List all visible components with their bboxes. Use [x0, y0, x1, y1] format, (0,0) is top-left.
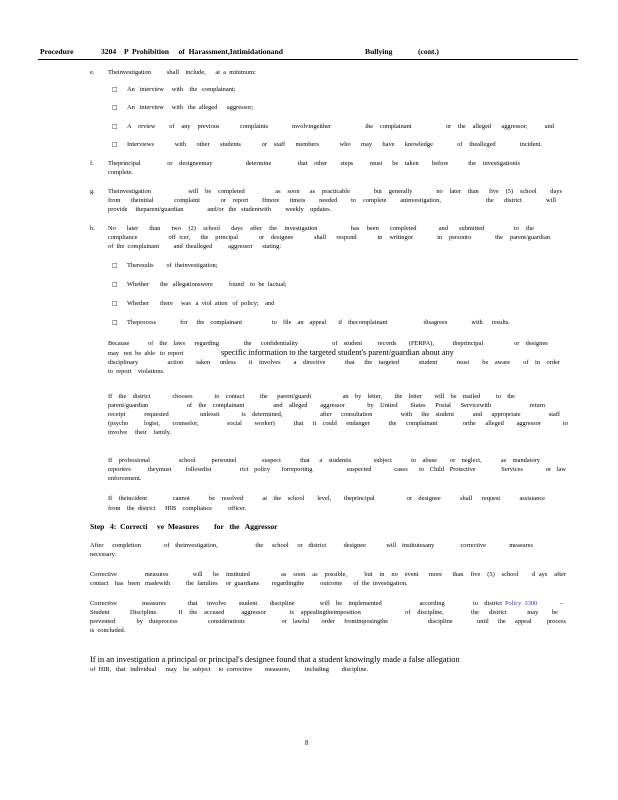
page-number: 8	[305, 739, 309, 747]
header-cont: (cont.)	[418, 47, 439, 56]
text-line: involve their family.	[108, 429, 172, 436]
policy-3300-link[interactable]: Policy 3300	[505, 600, 538, 607]
bullet-icon: □	[112, 141, 118, 148]
text-line: prevented by dueprocess considerations or lawful order fromimposingthe discipline until the appeal process	[90, 618, 566, 625]
final-line: of HIB, that individual may be subject to corrective measures, including discipline.	[90, 666, 369, 673]
text-line: compliance off icer, the principal or designee shall respond in writingor in personto the parent/guardian	[108, 234, 550, 241]
text-line: Corrective measures will be instituted as soon as possible, but in no event more than five (5) school d ays after	[90, 571, 566, 578]
bullet-icon: □	[112, 86, 118, 93]
text-line: complete.	[108, 169, 134, 176]
section-e-intro: Theinvestigation shall include, at a minimum:	[108, 69, 256, 76]
text-line: from theinitial complaint or report Ifmore timeis needed to complete aninvestigation, the district will	[108, 197, 556, 204]
text-line: enforcement.	[108, 475, 142, 482]
text-line: disciplinary action taken unless it involves a directive that the targeted student must be aware of in order	[108, 359, 560, 366]
list-item: Whether there was a viol ation of policy; and	[127, 300, 275, 307]
list-item: Theresults of theinvestigation;	[127, 262, 218, 269]
text-line: (psycho logist, counselor, social worker) that it could endanger the complainant orthe alleged aggressor to	[108, 420, 568, 427]
text-line: of the complainant and thealleged aggressor stating:	[108, 243, 282, 250]
list-item: Theprocess for the complainant to file an appeal if thecomplainant disagrees with results.	[127, 319, 510, 326]
list-item: A review of any previous complaints involvingeither the complainant or the alleged aggressor; and	[127, 123, 554, 130]
bullet-icon: □	[112, 262, 118, 269]
text-line: If theincident cannot be resolved at the school level, theprincipal or designee shall request assistance	[108, 495, 545, 502]
text-line: No later than two (2) school days after the investigation has been completed and submitted to the	[108, 225, 534, 232]
text-line: Because of the laws regarding the confidentiality of student records (FERPA), theprincipal or designee	[108, 340, 548, 347]
section-g-letter: g.	[90, 188, 95, 195]
text-line: Student Discipline. If the accused aggressor is appealingtheimposition of discipline, the district may be	[90, 609, 558, 616]
text-line: receipt requested unlessit is determined, after consultation with the student and appropriate staff	[108, 411, 560, 418]
list-item: An interview with the complainant;	[127, 86, 236, 93]
text-line: contact has been madewith the families or guardians regardingthe outcome of the investigation.	[90, 580, 408, 587]
bullet-icon: □	[112, 104, 118, 111]
header-title: P Prohibition of Harassment,Intimidationand	[124, 47, 283, 56]
section-e-letter: e.	[90, 69, 95, 76]
text-line: necessary.	[90, 551, 117, 558]
bullet-icon: □	[112, 123, 118, 130]
list-item: Whether the allegationswere found to be factual;	[127, 281, 287, 288]
step4-heading: Step 4: Correcti ve Measures for the Aggressor	[90, 522, 278, 531]
list-item: Interviews with other students or staff members who may have knowledge of thealleged incident.	[127, 141, 542, 148]
text-line: specific information to the targeted student's parent/guardian about any	[221, 348, 454, 357]
header-procedure: Procedure	[40, 47, 74, 56]
text-line: from the district HIB compliance officer.	[108, 505, 247, 512]
header-bullying: Bullying	[365, 47, 393, 56]
text-line: is concluded.	[90, 627, 126, 634]
header-number: 3204	[101, 47, 117, 56]
bullet-icon: □	[112, 319, 118, 326]
text-line: If professional school personnel suspect that a studentis subject to abuse or neglect, as mandatory	[108, 457, 540, 464]
text-line: If the district chooses to contact the parent/guardi an by letter, the letter will be mailed to the	[108, 393, 515, 400]
text-line: may not be able to report	[108, 350, 184, 357]
text-line: reporters theymust followdist rict policy forreporting suspected cases to Child Protective Services or law	[108, 466, 566, 473]
text-line: After completion of theinvestigation, the school or district designee will institutesany corrective measures	[90, 542, 533, 549]
bullet-icon: □	[112, 281, 118, 288]
bullet-icon: □	[112, 300, 118, 307]
page-header	[38, 47, 578, 60]
text-line: to report violations.	[108, 368, 165, 375]
text-dash: –	[560, 600, 564, 607]
text-line: Theprincipal or designeemay determine that other steps must be taken before the investigationis	[108, 160, 520, 167]
section-f-letter: f.	[90, 160, 94, 167]
text-line: Corrective measures that involve student discipline will be implemented according to district	[90, 600, 502, 607]
text-line: parent/guardian of the complainant and alleged aggressor by United States Postal Servicewith return	[108, 402, 545, 409]
text-line: Theinvestigation will be completed as soon as practicable but generally no later than five (5) school days	[108, 188, 562, 195]
list-item: An interview with the alleged aggressor;	[127, 104, 254, 111]
final-line: If in an investigation a principal or principal's designee found that a student knowingly made a false allegation	[90, 655, 460, 664]
section-h-letter: h.	[90, 225, 95, 232]
text-line: provide theparent/guardian and/or the studentwith weekly updates.	[108, 206, 332, 213]
